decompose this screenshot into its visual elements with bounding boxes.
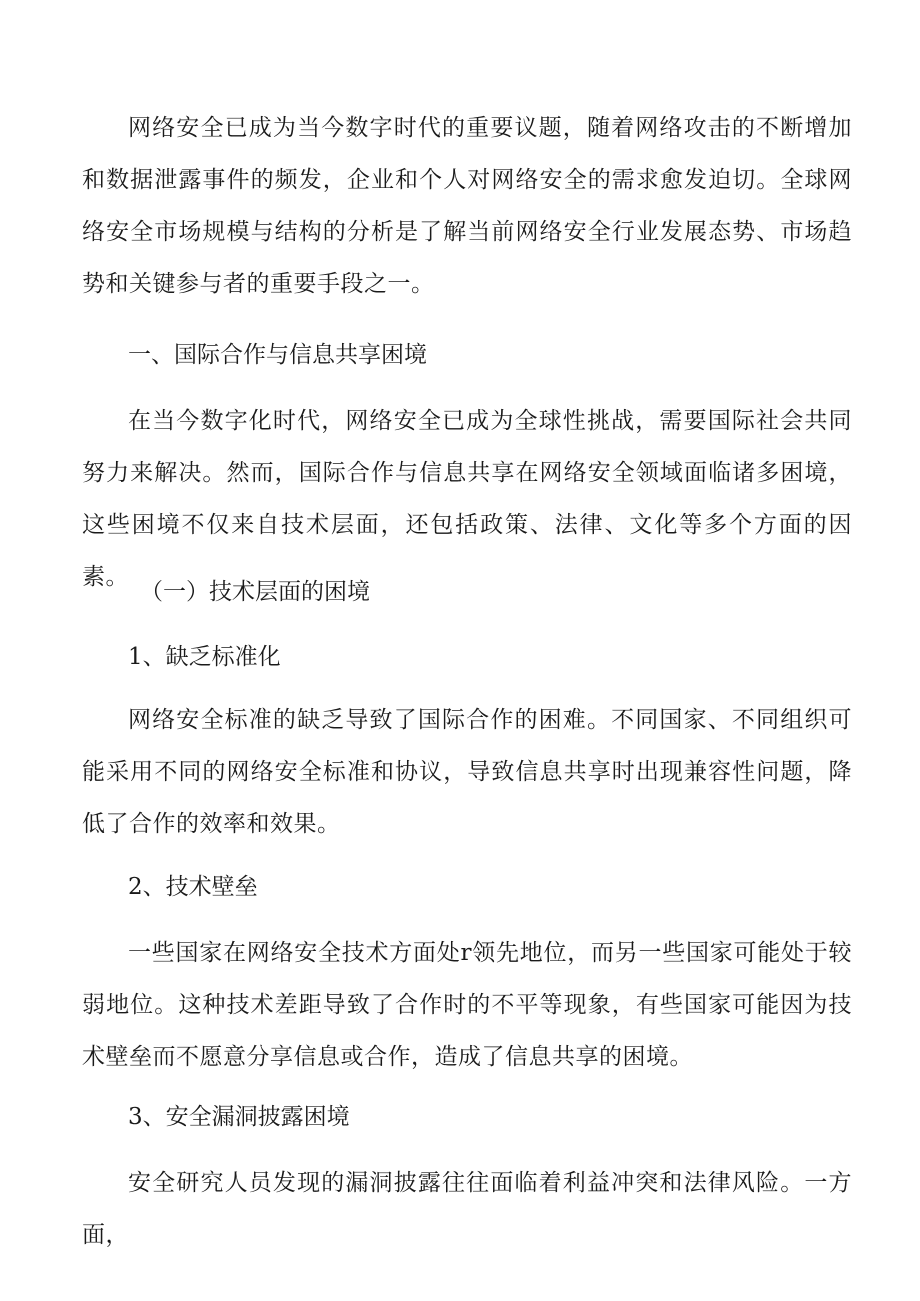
section-1-paragraph: 在当今数字化时代，网络安全已成为全球性挑战，需要国际社会共同努力来解决。然而，国际合作与信息共享在网络安全领域面临诸多困境，这些困境不仅来自技术层面，还包括政策、法律、文化等多个方面的因素。 [82,408,852,590]
item-heading-vulnerability-disclosure: 3、安全漏洞披露困境 [128,1104,350,1130]
item-heading-lack-of-standardization: 1、缺乏标准化 [128,644,281,670]
item-2-paragraph: 一些国家在网络安全技术方面处r领先地位，而另一些国家可能处于较弱地位。这种技术差距导致了合作时的不平等现象，有些国家可能因为技术壁垒而不愿意分享信息或合作，造成了信息共享的困境。 [82,940,852,1070]
subsection-heading-technical: （一）技术层面的困境 [140,579,370,605]
section-heading-international-cooperation: 一、国际合作与信息共享困境 [128,342,427,368]
item-1-paragraph: 网络安全标准的缺乏导致了国际合作的困难。不同国家、不同组织可能采用不同的网络安全标准和协议，导致信息共享时出现兼容性问题，降低了合作的效率和效果。 [82,707,852,837]
intro-paragraph: 网络安全已成为当今数字时代的重要议题，随着网络攻击的不断增加和数据泄露事件的频发，企业和个人对网络安全的需求愈发迫切。全球网络安全市场规模与结构的分析是了解当前网络安全行业发展态势、市场趋势和关键参与者的重要手段之一。 [82,115,852,297]
item-3-paragraph: 安全研究人员发现的漏洞披露往往面临着利益冲突和法律风险。一方面， [82,1170,852,1248]
item-heading-technical-barriers: 2、技术壁垒 [128,874,258,900]
